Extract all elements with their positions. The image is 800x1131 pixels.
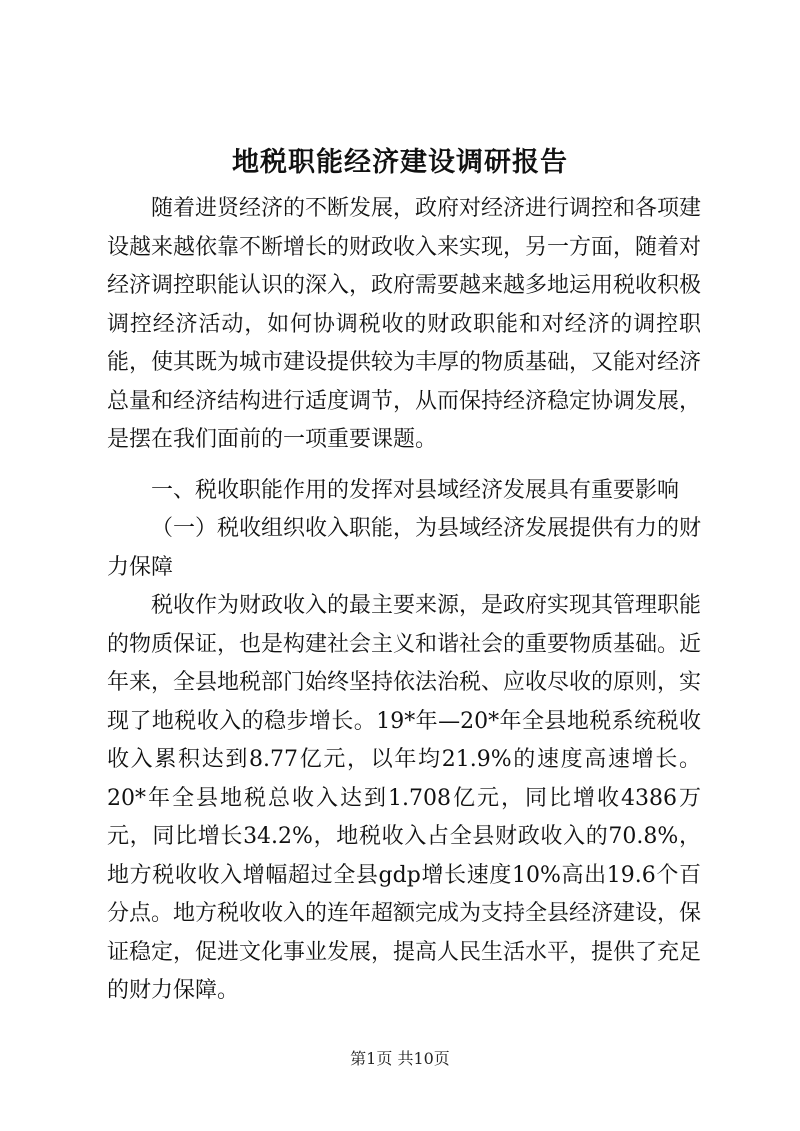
intro-paragraph: 随着进贤经济的不断发展，政府对经济进行调控和各项建设越来越依靠不断增长的财政收入来实现，另一方面，随着对经济调控职能认识的深入，政府需要越来越多地运用税收积极调控经济活动，如何协调税收的财政职能和对经济的调控职能，使其既为城市建设提供较为丰厚的物质基础，又能对经济总量和经济结构进行适度调节，从而保持经济稳定协调发展，是摆在我们面前的一项重要课题。 (107, 196, 702, 452)
page-footer: 第1页 共10页 (350, 1049, 450, 1068)
subsection-heading: （一）税收组织收入职能，为县域经济发展提供有力的财力保障 (107, 516, 702, 580)
body-paragraph: 税收作为财政收入的最主要来源，是政府实现其管理职能的物质保证，也是构建社会主义和谐社会的重要物质基础。近年来，全县地税部门始终坚持依法治税、应收尽收的原则，实现了地税收入的稳步增长。19*年—20*年全县地税系统税收收入累积达到8.77亿元，以年均21.9%的速度高速增长。20*年全县地税总收入达到1.708亿元，同比增收4386万元，同比增长34.2%，地税收入占全县财政收入的70.8%，地方税收收入增幅超过全县gdp增长速度10%高出19.6个百分点。地方税收收入的连年超额完成为支持全县经济建设，保证稳定，促进文化事业发展，提高人民生活水平，提供了充足的财力保障。 (107, 593, 702, 1003)
document-title: 地税职能经济建设调研报告 (232, 147, 568, 178)
section-heading: 一、税收职能作用的发挥对县域经济发展具有重要影响 (151, 478, 680, 503)
